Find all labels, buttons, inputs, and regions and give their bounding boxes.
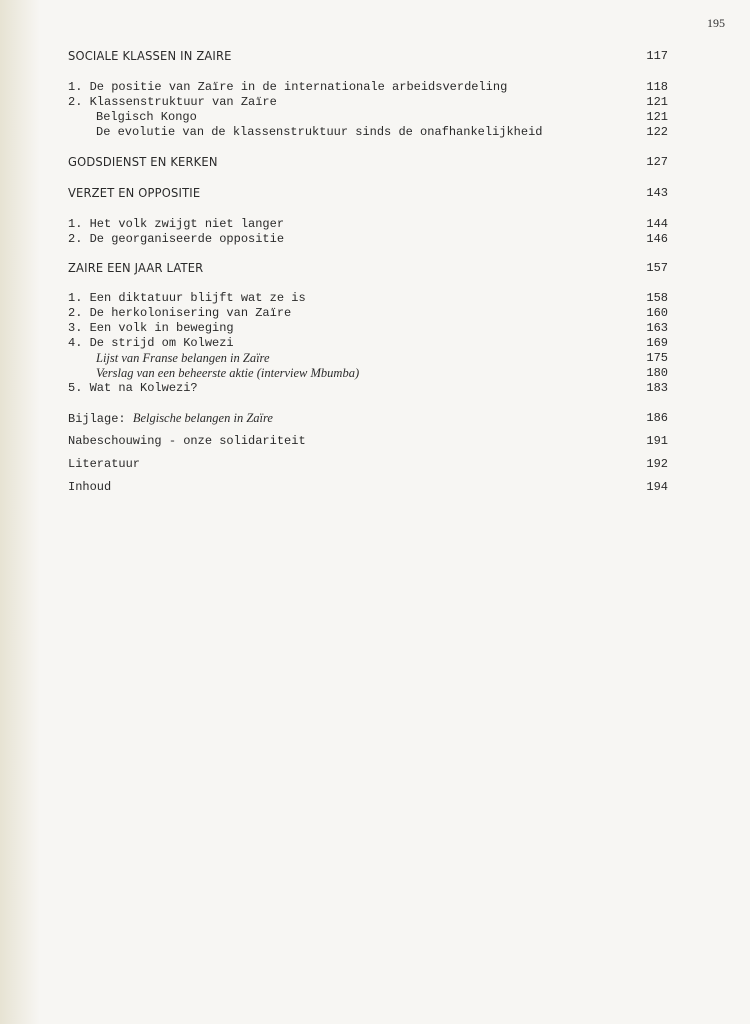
toc-entry bbox=[68, 290, 668, 306]
toc-entry-page: 121 bbox=[646, 110, 668, 124]
toc-entry-page: 118 bbox=[646, 80, 668, 94]
toc-subentry bbox=[68, 109, 668, 125]
toc-entry bbox=[68, 305, 668, 321]
toc-subentry bbox=[68, 124, 668, 140]
appendix-title: Belgische belangen in Zaïre bbox=[132, 411, 273, 425]
toc-heading bbox=[68, 260, 668, 276]
toc-entry bbox=[68, 433, 668, 449]
toc-entry-page: 180 bbox=[646, 366, 668, 380]
toc-entry-title: 5. Wat na Kolwezi? bbox=[68, 381, 198, 395]
toc-entry-page: 144 bbox=[646, 217, 668, 231]
toc-entry-title: Literatuur bbox=[68, 457, 141, 471]
page-number: 195 bbox=[707, 16, 725, 30]
toc-entry-title: 2. De herkolonisering van Zaïre bbox=[68, 306, 292, 320]
toc-entry bbox=[68, 479, 668, 495]
toc-entry-page: 143 bbox=[646, 186, 668, 200]
toc-entry bbox=[68, 456, 668, 472]
toc-entry bbox=[68, 216, 668, 232]
toc-entry-title: Belgisch Kongo bbox=[96, 110, 197, 124]
toc-entry-title: Lijst van Franse belangen in Zaïre bbox=[96, 351, 270, 365]
toc-entry-title: Verslag van een beheerste aktie (interview Mbumba) bbox=[96, 366, 360, 380]
toc-subentry bbox=[68, 365, 668, 381]
toc-entry bbox=[68, 335, 668, 351]
toc-entry-page: 183 bbox=[646, 381, 668, 395]
page-edge-shadow bbox=[0, 0, 40, 1024]
toc-heading bbox=[68, 185, 668, 201]
toc-entry-page: 191 bbox=[646, 434, 668, 448]
toc-entry bbox=[68, 320, 668, 336]
toc-entry-title: SOCIALE KLASSEN IN ZAIRE bbox=[68, 48, 232, 63]
toc-entry-title: GODSDIENST EN KERKEN bbox=[68, 154, 218, 169]
toc-entry-page: 175 bbox=[646, 351, 668, 365]
toc-entry-page: 157 bbox=[646, 261, 668, 275]
toc-entry-page: 117 bbox=[646, 49, 668, 63]
toc-subentry bbox=[68, 350, 668, 366]
toc-entry-title: 4. De strijd om Kolwezi bbox=[68, 336, 234, 350]
toc-entry-title: De evolutie van de klassenstruktuur sinds de onafhankelijkheid bbox=[96, 125, 543, 139]
toc-heading bbox=[68, 154, 668, 170]
toc-entry-title: ZAIRE EEN JAAR LATER bbox=[68, 260, 204, 275]
toc-entry-title: 1. Een diktatuur blijft wat ze is bbox=[68, 291, 306, 305]
toc-entry-title: VERZET EN OPPOSITIE bbox=[68, 185, 201, 200]
toc-entry bbox=[68, 380, 668, 396]
toc-entry bbox=[68, 94, 668, 110]
toc-entry-title: 1. De positie van Zaïre in de internationale arbeidsverdeling bbox=[68, 80, 508, 94]
toc-entry-page: 169 bbox=[646, 336, 668, 350]
toc-entry-title: 3. Een volk in beweging bbox=[68, 321, 234, 335]
toc-entry-page: 186 bbox=[646, 411, 668, 425]
toc-entry-title: 2. Klassenstruktuur van Zaïre bbox=[68, 95, 277, 109]
toc-entry-page: 127 bbox=[646, 155, 668, 169]
toc-entry bbox=[68, 231, 668, 247]
toc-entry-page: 158 bbox=[646, 291, 668, 305]
appendix-prefix: Bijlage: bbox=[68, 412, 133, 426]
toc-entry-title bbox=[68, 410, 273, 427]
toc-entry-title: 1. Het volk zwijgt niet langer bbox=[68, 217, 285, 231]
toc-entry-page: 163 bbox=[646, 321, 668, 335]
toc-entry-appendix bbox=[68, 410, 668, 426]
toc-heading bbox=[68, 48, 668, 64]
toc-entry-page: 194 bbox=[646, 480, 668, 494]
toc-entry-page: 160 bbox=[646, 306, 668, 320]
toc-entry-page: 146 bbox=[646, 232, 668, 246]
toc-entry-page: 121 bbox=[646, 95, 668, 109]
toc-entry-title: Nabeschouwing - onze solidariteit bbox=[68, 434, 306, 448]
toc-entry-page: 122 bbox=[646, 125, 668, 139]
toc-entry-page: 192 bbox=[646, 457, 668, 471]
toc-entry-title: Inhoud bbox=[68, 480, 112, 494]
toc-entry bbox=[68, 79, 668, 95]
toc-entry-title: 2. De georganiseerde oppositie bbox=[68, 232, 285, 246]
